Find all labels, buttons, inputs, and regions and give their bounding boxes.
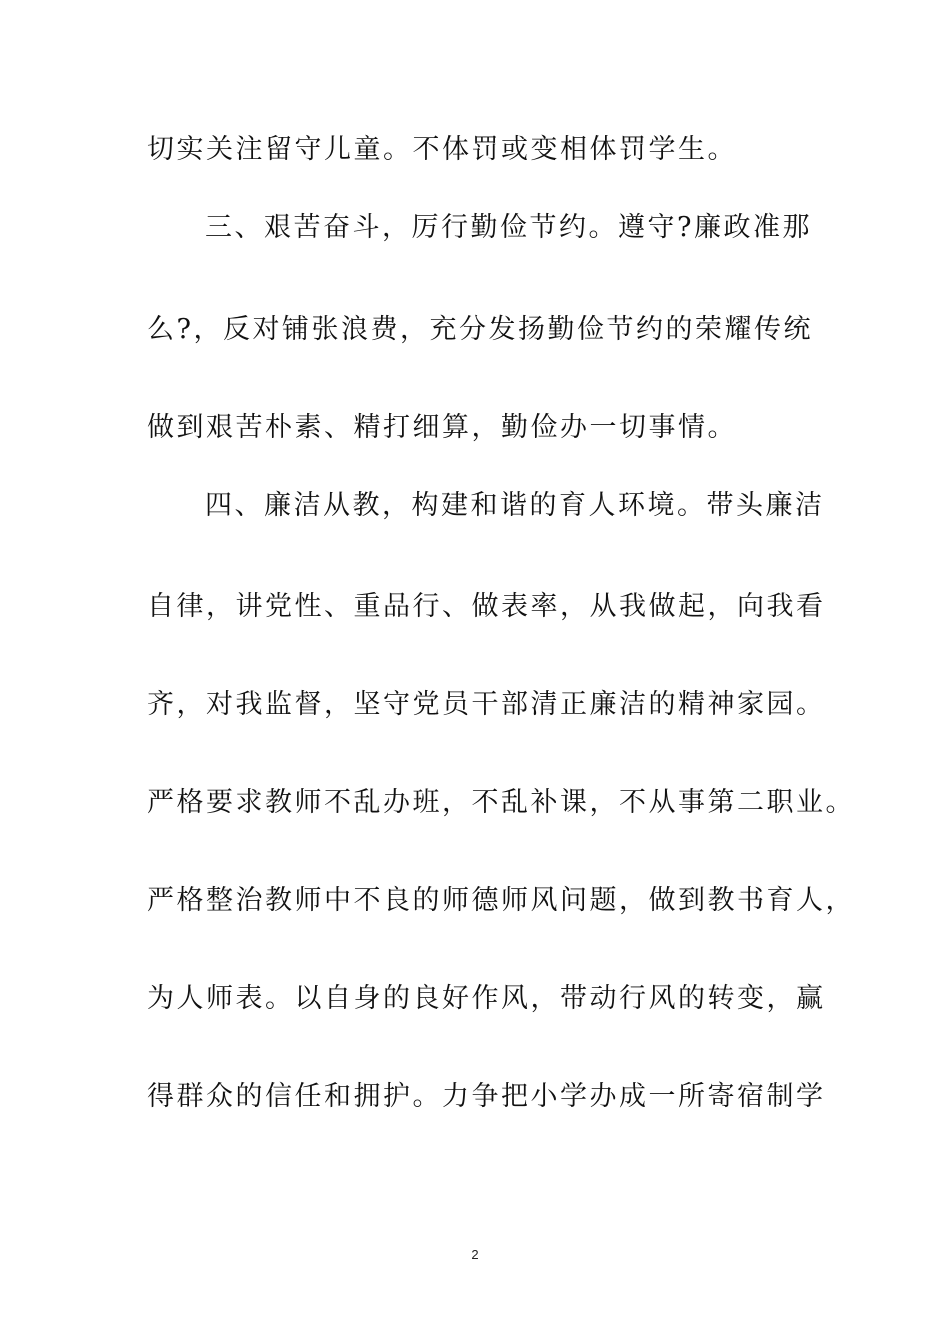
- text-line: 得群众的信任和拥护。力争把小学办成一所寄宿制学: [147, 1081, 826, 1112]
- text-line: 齐，对我监督，坚守党员干部清正廉洁的精神家园。: [147, 689, 826, 720]
- page-number: 2: [471, 1247, 479, 1262]
- section-heading-line: 四、廉洁从教，构建和谐的育人环境。带头廉洁: [205, 490, 825, 521]
- text-line: 么?，反对铺张浪费，充分发扬勤俭节约的荣耀传统: [147, 314, 813, 345]
- text-line: 做到艰苦朴素、精打细算，勤俭办一切事情。: [147, 412, 737, 443]
- section-heading-line: 三、艰苦奋斗，厉行勤俭节约。遵守?廉政准那: [205, 212, 812, 243]
- text-line: 切实关注留守儿童。不体罚或变相体罚学生。: [147, 134, 737, 165]
- text-line: 严格要求教师不乱办班，不乱补课，不从事第二职业。: [147, 787, 855, 818]
- text-line: 严格整治教师中不良的师德师风问题，做到教书育人，: [147, 885, 855, 916]
- text-line: 为人师表。以自身的良好作风，带动行风的转变，赢: [147, 983, 826, 1014]
- text-line: 自律，讲党性、重品行、做表率，从我做起，向我看: [147, 591, 826, 622]
